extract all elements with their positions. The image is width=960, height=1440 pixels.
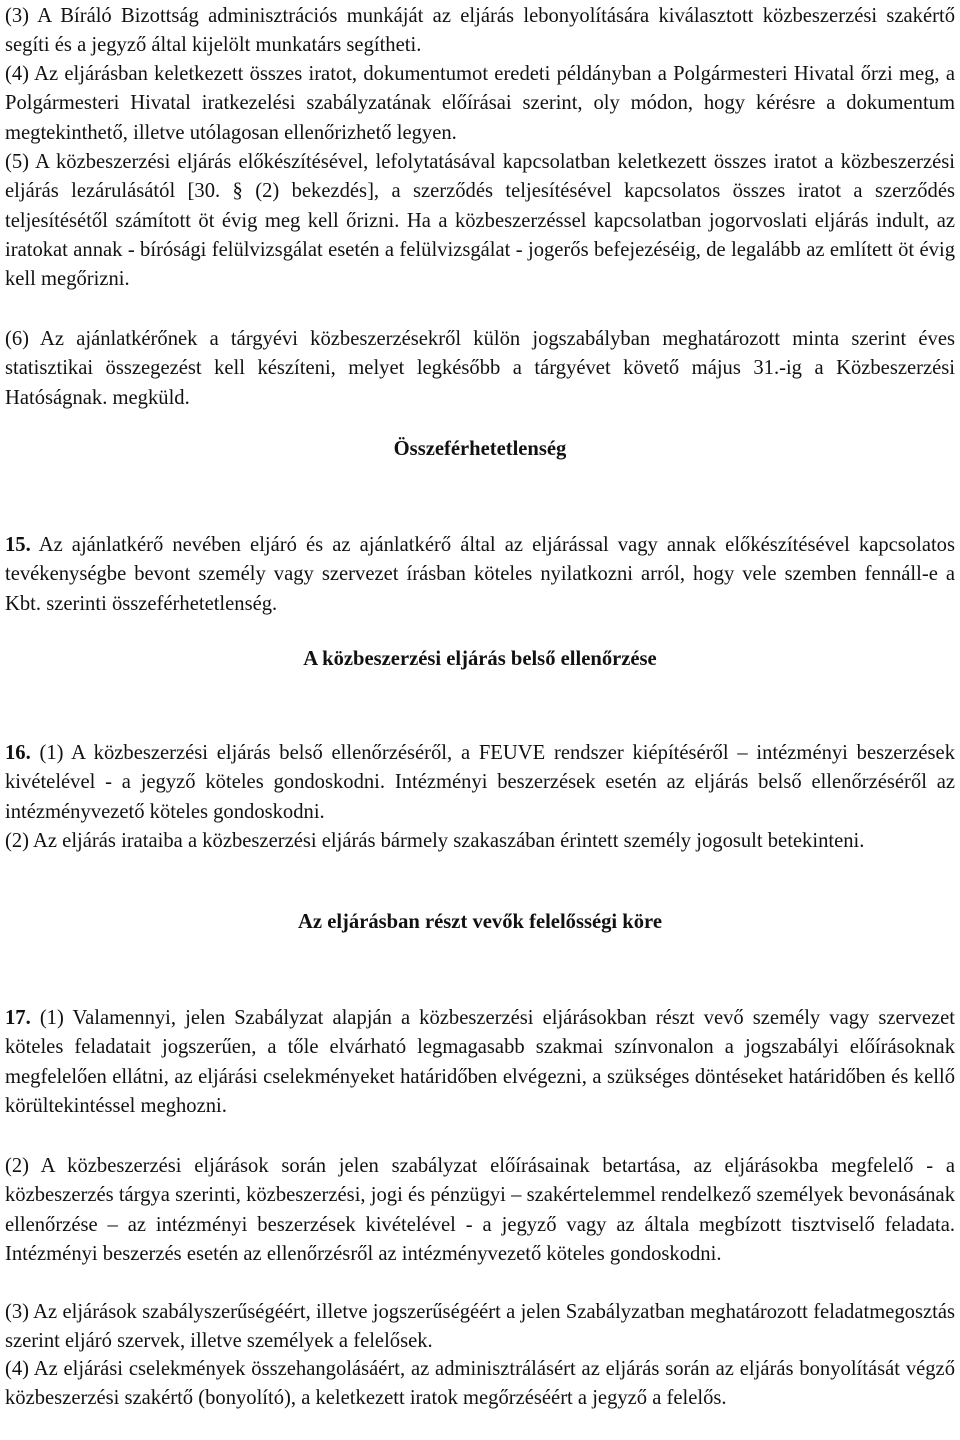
- section-17-paragraph-3: (3) Az eljárások szabályszerűségéért, illetve jogszerűségéért a jelen Szabályzatban meghatározott feladatmegosztás szerint eljáró szervek, illetve személyek a felelősek.: [5, 1301, 955, 1353]
- section-17-text: (1) Valamennyi, jelen Szabályzat alapján a közbeszerzési eljárásokban részt vevő személy vagy szervezet köteles feladatait jogszerűen, a tőle elvárható legmagasabb szakmai színvonalon a jogszabályi előírásoknak megfelelően ellátni, az eljárási cselekményeket határidőben elvégezni, a szükséges döntéseket határidőben és kellő körültekintéssel meghozni.: [5, 1007, 955, 1117]
- section-16-paragraph-2: (2) Az eljárás irataiba a közbeszerzési eljárás bármely szakaszában érintett személy jogosult betekinteni.: [5, 830, 865, 852]
- paragraph-6: (6) Az ajánlatkérőnek a tárgyévi közbeszerzésekről külön jogszabályban meghatározott minta szerint éves statisztikai összegezést kell készíteni, melyet legkésőbb a tárgyévet követő május 31.-ig a Közbeszerzési Hatóságnak. megküld.: [5, 328, 955, 409]
- section-17-paragraph-4: (4) Az eljárási cselekmények összehangolásáért, az adminisztrálásért az eljárás során az eljárás bonyolítását végző közbeszerzési szakértő (bonyolító), a keletkezett iratok megőrzéséért a jegyző a felelős.: [5, 1358, 955, 1410]
- heading-belso-ellenorzes: A közbeszerzési eljárás belső ellenőrzése: [303, 648, 657, 670]
- section-16-number: 16.: [5, 742, 31, 764]
- section-17: [5, 1004, 955, 1121]
- paragraph-4: (4) Az eljárásban keletkezett összes iratot, dokumentumot eredeti példányban a Polgármesteri Hivatal őrzi meg, a Polgármesteri Hivatal iratkezelési szabályzatának előírásai szerint, oly módon, hogy kérésre a dokumentum megtekinthető, illetve utólagosan ellenőrizhető legyen.: [5, 63, 955, 144]
- paragraph-3: (3) A Bíráló Bizottság adminisztrációs munkáját az eljárás lebonyolítására kiválasztott közbeszerzési szakértő segíti és a jegyző által kijelölt munkatárs segítheti.: [5, 5, 955, 57]
- section-15-number: 15.: [5, 534, 31, 556]
- section-17-paragraph-2: (2) A közbeszerzési eljárások során jelen szabályzat előírásainak betartása, az eljárásokba megfelelő - a közbeszerzés tárgya szerinti, közbeszerzési, jogi és pénzügyi – szakértelemmel rendelkező személyek bevonásának ellenőrzése – az intézményi beszerzések kivételével - a jegyző vagy az általa megbízott tisztviselő feladata. Intézményi beszerzés esetén az ellenőrzésről az intézményvezető köteles gondoskodni.: [5, 1155, 955, 1265]
- section-16: [5, 739, 955, 827]
- heading-osszeferhetetlenseg: Összeférhetetlenség: [393, 438, 567, 460]
- paragraph-5: (5) A közbeszerzési eljárás előkészítésével, lefolytatásával kapcsolatban keletkezett összes iratot a közbeszerzési eljárás lezárulásától [30. § (2) bekezdés], a szerződés teljesítésével kapcsolatos összes iratot a szerződés teljesítésétől számított öt évig meg kell őrizni. Ha a közbeszerzéssel kapcsolatban jogorvoslati eljárás indult, az iratokat annak - bírósági felülvizsgálat esetén a felülvizsgálat - jogerős befejezéséig, de legalább az említett öt évig kell megőrizni.: [5, 151, 955, 291]
- section-15-text: Az ajánlatkérő nevében eljáró és az ajánlatkérő által az eljárással vagy annak előkészítésével kapcsolatos tevékenységbe bevont személy vagy szervezet írásban köteles nyilatkozni arról, hogy vele szemben fennáll-e a Kbt. szerinti összeférhetetlenség.: [5, 534, 955, 615]
- section-15: [5, 531, 955, 619]
- section-17-number: 17.: [5, 1007, 31, 1029]
- heading-felelossegi-kor: Az eljárásban részt vevők felelősségi köre: [298, 911, 662, 933]
- section-16-text: (1) A közbeszerzési eljárás belső ellenőrzéséről, a FEUVE rendszer kiépítéséről – intézményi beszerzések kivételével - a jegyző köteles gondoskodni. Intézményi beszerzések esetén az eljárás belső ellenőrzéséről az intézményvezető köteles gondoskodni.: [5, 742, 955, 823]
